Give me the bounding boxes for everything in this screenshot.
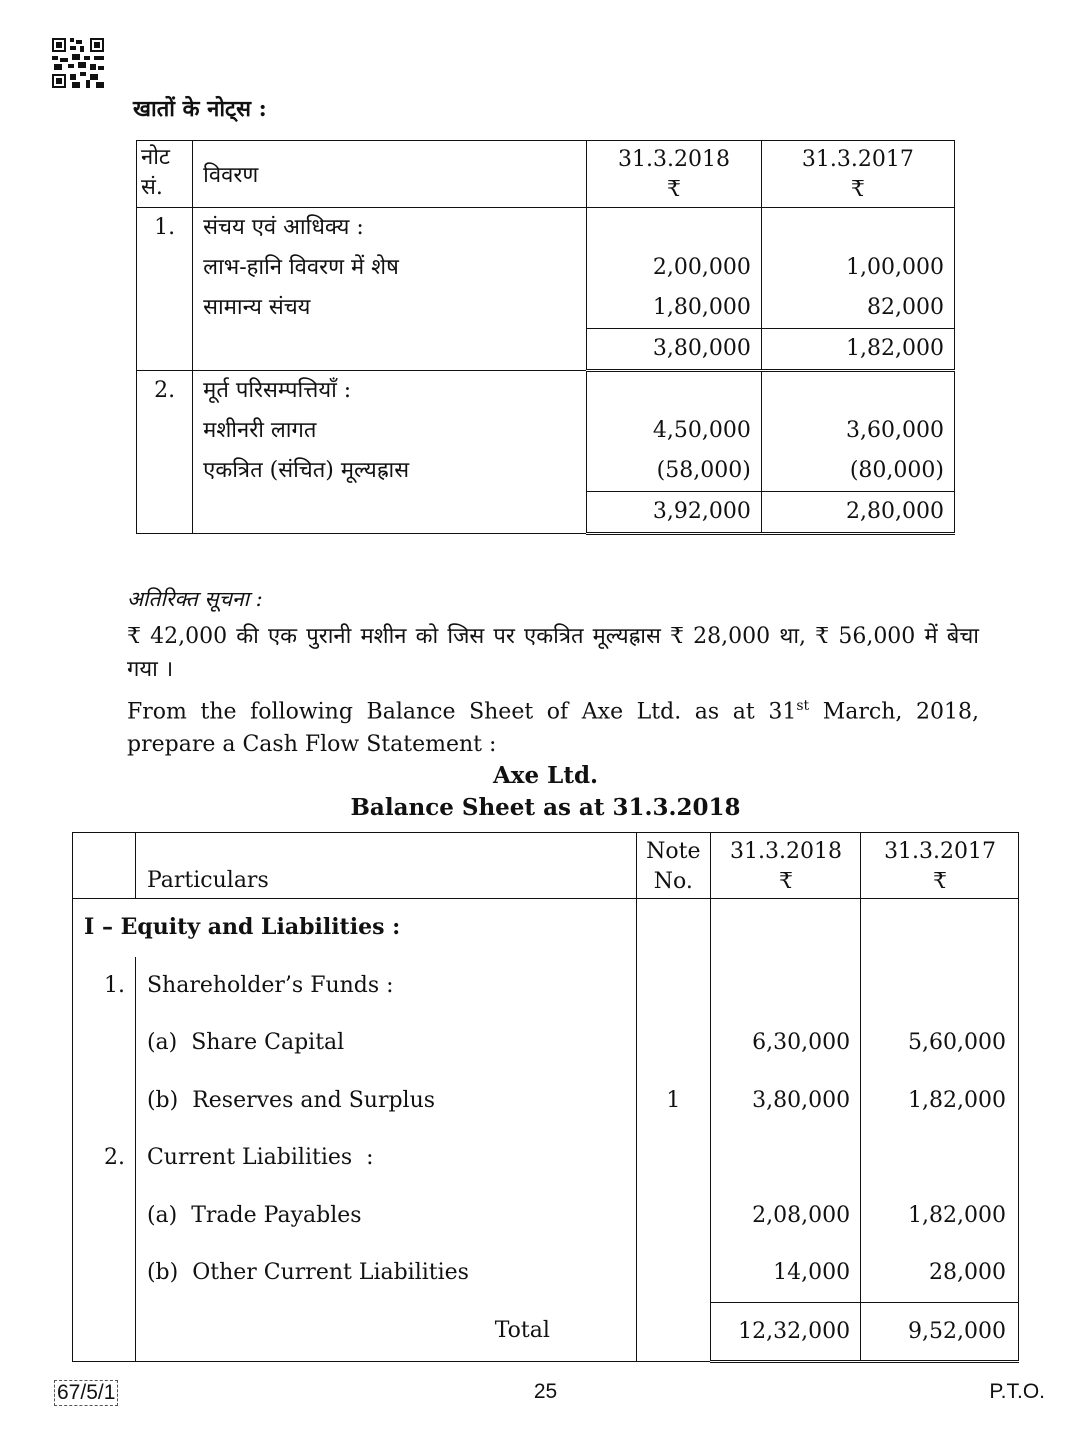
value-2017: 1,00,000 [761, 248, 954, 288]
year-2017-header: 31.3.2017 ₹ [861, 833, 1019, 899]
value-2018: 2,00,000 [587, 248, 762, 288]
qr-code-icon [52, 38, 104, 88]
row-label: (a) Share Capital [135, 1014, 636, 1072]
company-name: Axe Ltd. [492, 762, 599, 789]
note-no-header: नोट सं. [137, 141, 193, 208]
note-no-header: Note No. [636, 833, 710, 899]
balance-sheet-table [72, 832, 1019, 1363]
row-note [636, 1244, 710, 1302]
value-2018: 4,50,000 [587, 411, 762, 451]
total-2018: 3,80,000 [587, 329, 762, 371]
section-title: I – Equity and Liabilities : [73, 899, 637, 957]
year-2018-header: 31.3.2018 ₹ [710, 833, 860, 899]
total-2018: 12,32,000 [710, 1302, 860, 1362]
row-label: (b) Reserves and Surplus [135, 1072, 636, 1130]
note-number: 2. [137, 371, 193, 412]
value-2018: 2,08,000 [710, 1187, 860, 1245]
balance-sheet-title: Balance Sheet as at 31.3.2018 [350, 794, 741, 821]
page-number: 25 [533, 1380, 558, 1403]
value-2017: 3,60,000 [761, 411, 954, 451]
value-2017: 28,000 [861, 1244, 1019, 1302]
additional-info-text: ₹ 42,000 की एक पुरानी मशीन को जिस पर एकत्रित मूल्यह्रास ₹ 28,000 था, ₹ 56,000 में बेचा गया । [127, 624, 979, 682]
note-total-row [137, 329, 955, 371]
group-number: 2. [73, 1129, 136, 1187]
notes-heading: खातों के नोट्स : [133, 96, 267, 122]
group-number: 1. [73, 957, 136, 1015]
notes-to-accounts-table [136, 140, 955, 535]
row-note [636, 1187, 710, 1245]
value-2018: 3,80,000 [710, 1072, 860, 1130]
value-2017: 5,60,000 [861, 1014, 1019, 1072]
row-label: लाभ-हानि विवरण में शेष [193, 248, 587, 288]
note-row [137, 288, 955, 329]
row-label: (a) Trade Payables [135, 1187, 636, 1245]
total-label: Total [135, 1302, 636, 1362]
total-2017: 9,52,000 [861, 1302, 1019, 1362]
value-2018: 1,80,000 [587, 288, 762, 329]
balance-sheet-header-row [73, 833, 1019, 899]
particulars-header: Particulars [135, 833, 636, 899]
note-row [137, 451, 955, 492]
value-2018: 6,30,000 [710, 1014, 860, 1072]
table-row [73, 1244, 1019, 1302]
question-text: From the following Balance Sheet of Axe Ltd. as at 31st March, 2018, prepare a Cash Flow Statement : [127, 698, 979, 758]
row-label: (b) Other Current Liabilities [135, 1244, 636, 1302]
note-row [137, 411, 955, 451]
description-header: विवरण [193, 141, 587, 208]
value-2017: 82,000 [761, 288, 954, 329]
year-2017-header: 31.3.2017 ₹ [761, 141, 954, 208]
pto-label: P.T.O. [989, 1380, 1045, 1403]
group-title-row [73, 957, 1019, 1015]
note-title-row [137, 208, 955, 249]
value-2018: (58,000) [587, 451, 762, 492]
row-note: 1 [636, 1072, 710, 1130]
total-row [73, 1302, 1019, 1362]
section-row [73, 899, 1019, 957]
note-title: संचय एवं आधिक्य : [193, 208, 587, 249]
note-title-row [137, 371, 955, 412]
additional-info-label: अतिरिक्त सूचना : [127, 587, 263, 611]
total-2017: 1,82,000 [761, 329, 954, 371]
value-2017: 1,82,000 [861, 1072, 1019, 1130]
value-2017: (80,000) [761, 451, 954, 492]
table-row [73, 1072, 1019, 1130]
year-2018-header: 31.3.2018 ₹ [587, 141, 762, 208]
group-title: Shareholder’s Funds : [135, 957, 636, 1015]
row-note [636, 1014, 710, 1072]
paper-code: 67/5/1 [54, 1380, 118, 1406]
row-label: सामान्य संचय [193, 288, 587, 329]
group-title: Current Liabilities : [135, 1129, 636, 1187]
table-row [73, 1187, 1019, 1245]
note-2-block [137, 371, 955, 534]
row-label: एकत्रित (संचित) मूल्यह्रास [193, 451, 587, 492]
note-title: मूर्त परिसम्पत्तियाँ : [193, 371, 587, 412]
note-1-block [137, 208, 955, 371]
value-2017: 1,82,000 [861, 1187, 1019, 1245]
note-total-row [137, 492, 955, 534]
total-2018: 3,92,000 [587, 492, 762, 534]
row-label: मशीनरी लागत [193, 411, 587, 451]
total-2017: 2,80,000 [761, 492, 954, 534]
note-number: 1. [137, 208, 193, 249]
notes-header-row [137, 141, 955, 208]
value-2018: 14,000 [710, 1244, 860, 1302]
note-row [137, 248, 955, 288]
group-title-row [73, 1129, 1019, 1187]
table-row [73, 1014, 1019, 1072]
